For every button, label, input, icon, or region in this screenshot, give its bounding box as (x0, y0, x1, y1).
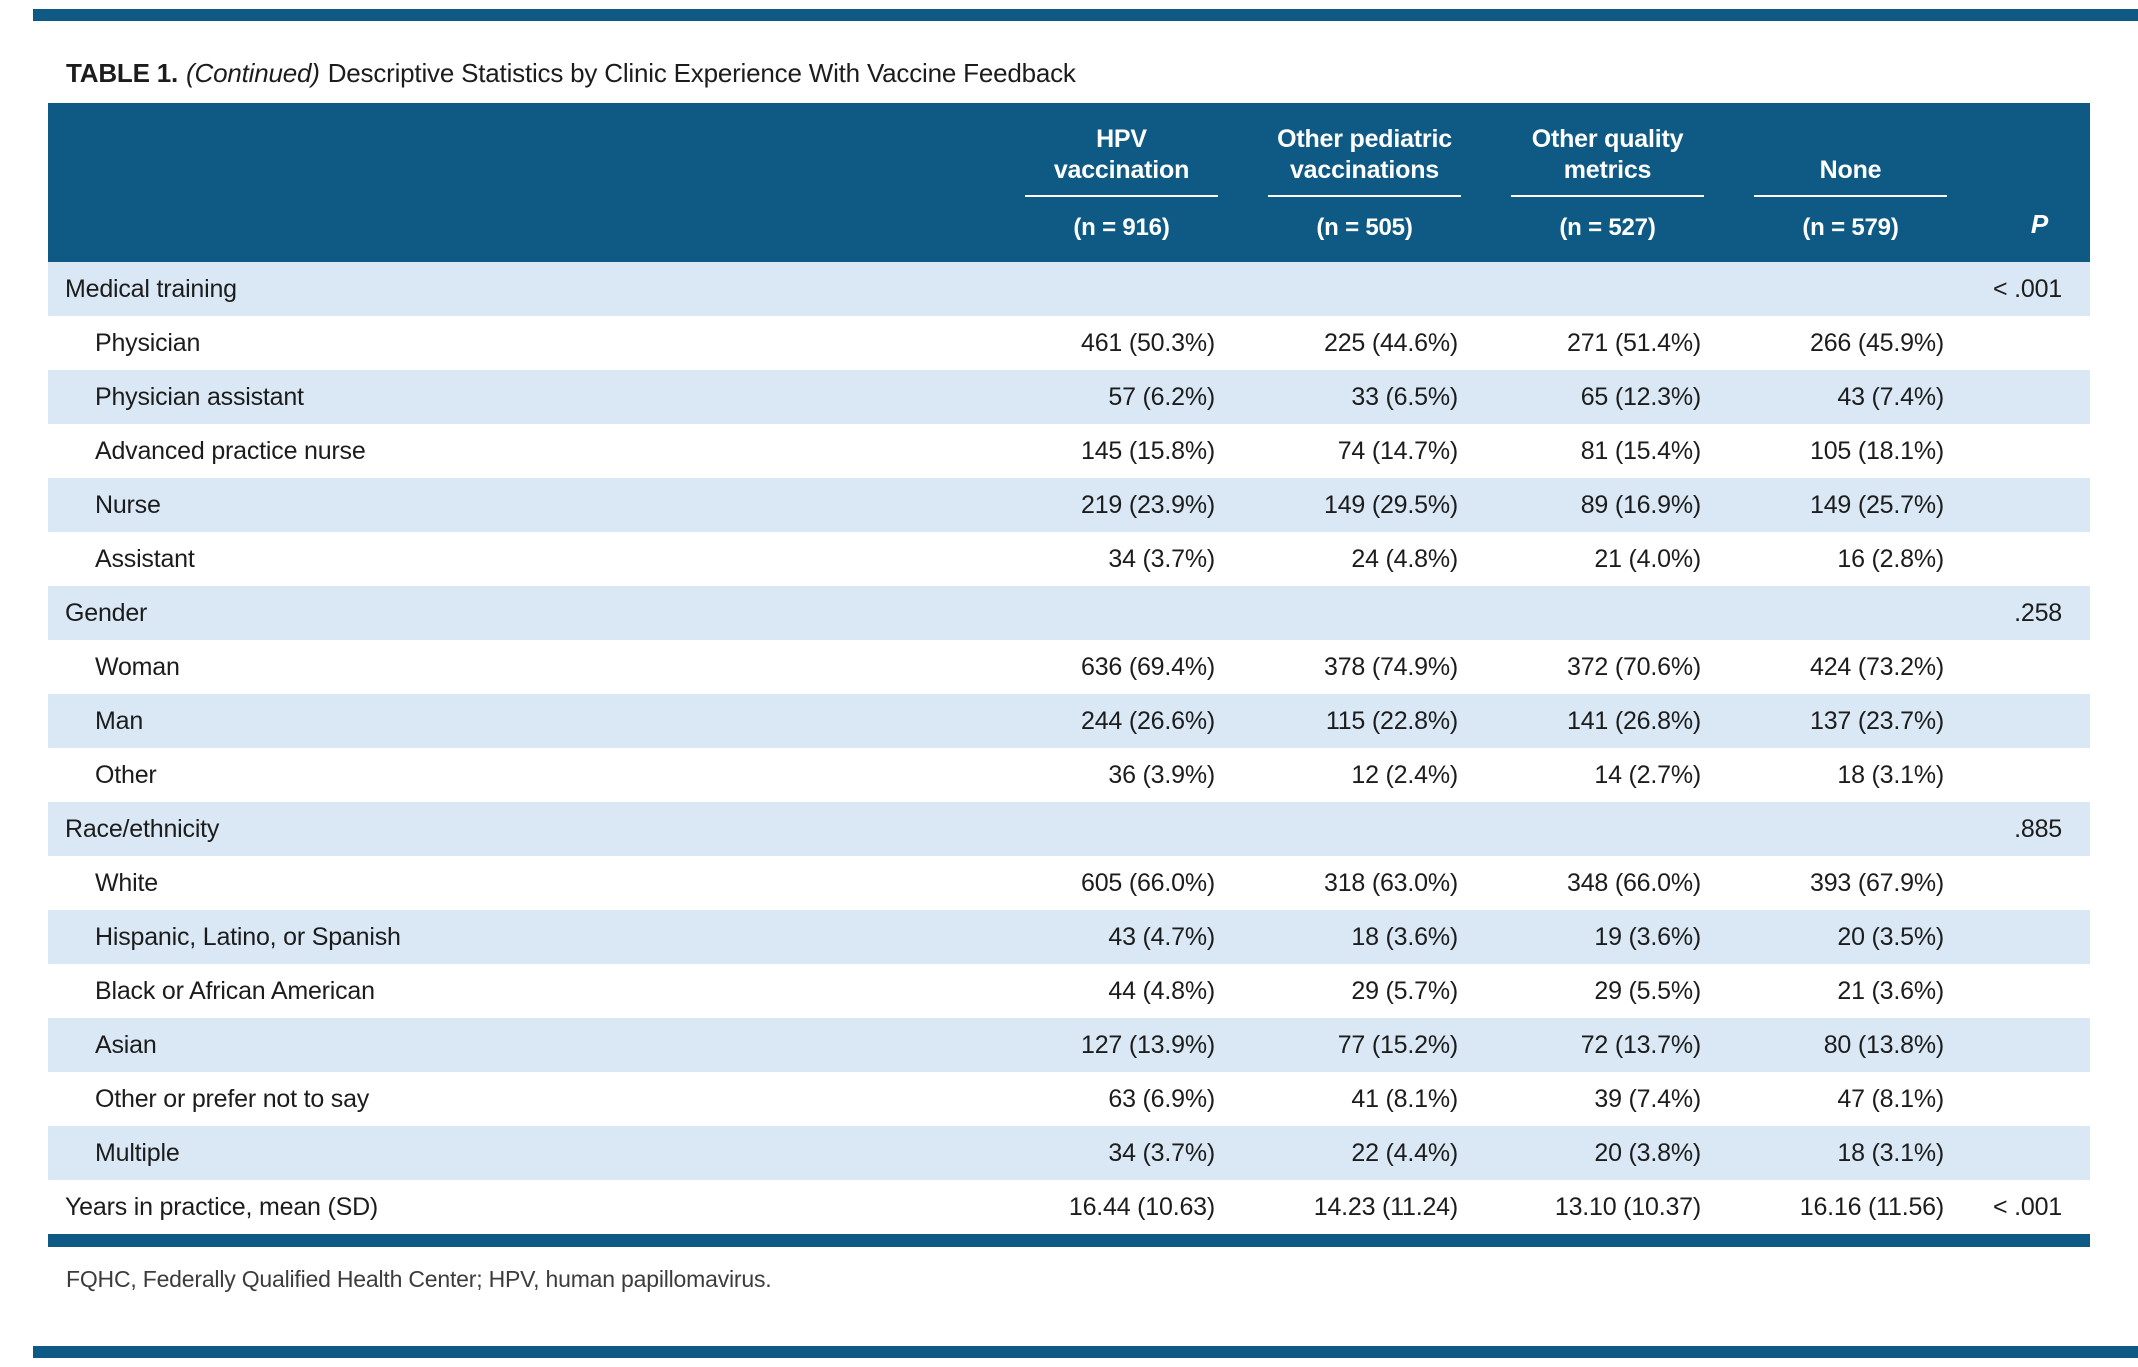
column-title-line: vaccinations (1289, 156, 1440, 184)
cell-value: 225 (44.6%) (1324, 328, 1458, 357)
continued-label: (Continued) (186, 58, 320, 88)
cell-p-value: < .001 (1992, 274, 2062, 303)
row-label: Physician assistant (95, 382, 304, 411)
cell-value: 47 (8.1%) (1837, 1084, 1944, 1113)
row-label: Medical training (65, 274, 237, 303)
cell-value: 74 (14.7%) (1337, 436, 1458, 465)
column-title (1820, 124, 1882, 186)
cell-value: 57 (6.2%) (1108, 382, 1215, 411)
cell-value: 29 (5.7%) (1351, 976, 1458, 1005)
row-label: Assistant (95, 544, 195, 573)
cell-value: 149 (29.5%) (1324, 490, 1458, 519)
cell-value: 43 (7.4%) (1837, 382, 1944, 411)
cell-value: 36 (3.9%) (1108, 760, 1215, 789)
cell-value: 461 (50.3%) (1081, 328, 1215, 357)
table-row (48, 1180, 2090, 1234)
p-column-header (1972, 103, 2090, 262)
cell-value: 219 (23.9%) (1081, 490, 1215, 519)
table-row (48, 316, 2090, 370)
cell-value: 16.44 (10.63) (1068, 1192, 1215, 1221)
header-underline (1511, 195, 1704, 197)
footnote: FQHC, Federally Qualified Health Center; HPV, human papillomavirus. (66, 1266, 772, 1292)
column-header-2 (1486, 103, 1729, 262)
row-label: Man (95, 706, 144, 735)
column-title (1277, 124, 1452, 186)
table-row (48, 640, 2090, 694)
cell-value: 318 (63.0%) (1324, 868, 1458, 897)
table-row (48, 262, 2090, 316)
cell-p-value: < .001 (1992, 1192, 2062, 1221)
column-title-line: None (1819, 156, 1882, 184)
column-title-line: Other quality (1531, 125, 1684, 153)
cell-value: 77 (15.2%) (1337, 1030, 1458, 1059)
table-body (48, 262, 2090, 1234)
empty-header-cell (48, 103, 1000, 262)
column-title-line: metrics (1563, 156, 1652, 184)
cell-value: 43 (4.7%) (1108, 922, 1215, 951)
column-n-count: (n = 916) (1073, 214, 1170, 241)
table-row (48, 694, 2090, 748)
descriptive-statistics-table (48, 103, 2090, 1247)
table-row (48, 424, 2090, 478)
column-title (1532, 124, 1684, 186)
row-label: White (95, 868, 158, 897)
table-number: TABLE 1. (66, 58, 179, 88)
cell-value: 141 (26.8%) (1567, 706, 1701, 735)
header-underline (1268, 195, 1461, 197)
row-label: Woman (95, 652, 180, 681)
cell-value: 271 (51.4%) (1567, 328, 1701, 357)
cell-value: 393 (67.9%) (1810, 868, 1944, 897)
cell-value: 127 (13.9%) (1081, 1030, 1215, 1059)
bottom-rule (33, 1346, 2138, 1358)
cell-value: 18 (3.1%) (1837, 760, 1944, 789)
table-header-row (48, 103, 2090, 262)
row-label: Physician (95, 328, 201, 357)
cell-value: 72 (13.7%) (1580, 1030, 1701, 1059)
row-label: Asian (95, 1030, 157, 1059)
row-label: Years in practice, mean (SD) (65, 1192, 379, 1221)
row-label: Nurse (95, 490, 161, 519)
cell-value: 137 (23.7%) (1810, 706, 1944, 735)
column-title (1054, 124, 1189, 186)
table-row (48, 856, 2090, 910)
row-label: Race/ethnicity (65, 814, 220, 843)
cell-value: 21 (3.6%) (1837, 976, 1944, 1005)
cell-value: 29 (5.5%) (1594, 976, 1701, 1005)
row-label: Multiple (95, 1138, 180, 1167)
cell-value: 16 (2.8%) (1837, 544, 1944, 573)
table-row (48, 802, 2090, 856)
cell-p-value: .258 (2014, 598, 2062, 627)
cell-value: 18 (3.1%) (1837, 1138, 1944, 1167)
column-title-line: Other pediatric (1277, 125, 1452, 153)
cell-value: 12 (2.4%) (1351, 760, 1458, 789)
header-underline (1025, 195, 1218, 197)
top-rule (33, 9, 2138, 21)
table-row (48, 964, 2090, 1018)
cell-value: 14.23 (11.24) (1313, 1192, 1458, 1221)
column-n-count: (n = 505) (1316, 214, 1413, 241)
cell-value: 33 (6.5%) (1351, 382, 1458, 411)
row-label: Other or prefer not to say (95, 1084, 370, 1113)
cell-value: 115 (22.8%) (1325, 706, 1458, 735)
cell-p-value: .885 (2014, 814, 2062, 843)
cell-value: 20 (3.5%) (1837, 922, 1944, 951)
table-row (48, 1072, 2090, 1126)
cell-value: 44 (4.8%) (1108, 976, 1215, 1005)
table-row (48, 748, 2090, 802)
cell-value: 22 (4.4%) (1351, 1138, 1458, 1167)
cell-value: 145 (15.8%) (1081, 436, 1215, 465)
column-n-count: (n = 527) (1559, 214, 1656, 241)
row-label: Gender (65, 598, 148, 627)
column-n-count: (n = 579) (1802, 214, 1899, 241)
row-label: Advanced practice nurse (95, 436, 366, 465)
cell-value: 24 (4.8%) (1351, 544, 1458, 573)
column-title-line: vaccination (1053, 156, 1190, 184)
header-underline (1754, 195, 1947, 197)
cell-value: 636 (69.4%) (1081, 652, 1215, 681)
cell-value: 244 (26.6%) (1081, 706, 1215, 735)
column-header-3 (1729, 103, 1972, 262)
row-label: Black or African American (95, 976, 375, 1005)
cell-value: 81 (15.4%) (1580, 436, 1701, 465)
cell-value: 41 (8.1%) (1351, 1084, 1458, 1113)
cell-value: 14 (2.7%) (1594, 760, 1701, 789)
cell-value: 34 (3.7%) (1108, 544, 1215, 573)
table-row (48, 910, 2090, 964)
cell-value: 13.10 (10.37) (1554, 1192, 1701, 1221)
table-bottom-rule (48, 1234, 2090, 1247)
cell-value: 266 (45.9%) (1810, 328, 1944, 357)
cell-value: 21 (4.0%) (1594, 544, 1701, 573)
cell-value: 424 (73.2%) (1810, 652, 1944, 681)
cell-value: 89 (16.9%) (1580, 490, 1701, 519)
cell-value: 39 (7.4%) (1594, 1084, 1701, 1113)
column-title-line: HPV (1096, 125, 1147, 153)
cell-value: 378 (74.9%) (1324, 652, 1458, 681)
cell-value: 372 (70.6%) (1567, 652, 1701, 681)
table-row (48, 586, 2090, 640)
cell-value: 16.16 (11.56) (1799, 1192, 1944, 1221)
column-header-0 (1000, 103, 1243, 262)
table-caption (66, 58, 1076, 89)
cell-value: 34 (3.7%) (1108, 1138, 1215, 1167)
cell-value: 105 (18.1%) (1810, 436, 1944, 465)
table-row (48, 1126, 2090, 1180)
cell-value: 19 (3.6%) (1594, 922, 1701, 951)
cell-value: 65 (12.3%) (1580, 382, 1701, 411)
cell-value: 18 (3.6%) (1351, 922, 1458, 951)
row-label: Hispanic, Latino, or Spanish (95, 922, 401, 951)
cell-value: 80 (13.8%) (1823, 1030, 1944, 1059)
table-row (48, 478, 2090, 532)
cell-value: 63 (6.9%) (1108, 1084, 1215, 1113)
cell-value: 605 (66.0%) (1081, 868, 1215, 897)
column-header-1 (1243, 103, 1486, 262)
p-header-label: P (2030, 209, 2048, 239)
cell-value: 149 (25.7%) (1810, 490, 1944, 519)
table-title-text: Descriptive Statistics by Clinic Experience With Vaccine Feedback (327, 58, 1076, 88)
table-row (48, 532, 2090, 586)
cell-value: 348 (66.0%) (1567, 868, 1701, 897)
row-label: Other (95, 760, 157, 789)
table-row (48, 1018, 2090, 1072)
table-row (48, 370, 2090, 424)
cell-value: 20 (3.8%) (1594, 1138, 1701, 1167)
